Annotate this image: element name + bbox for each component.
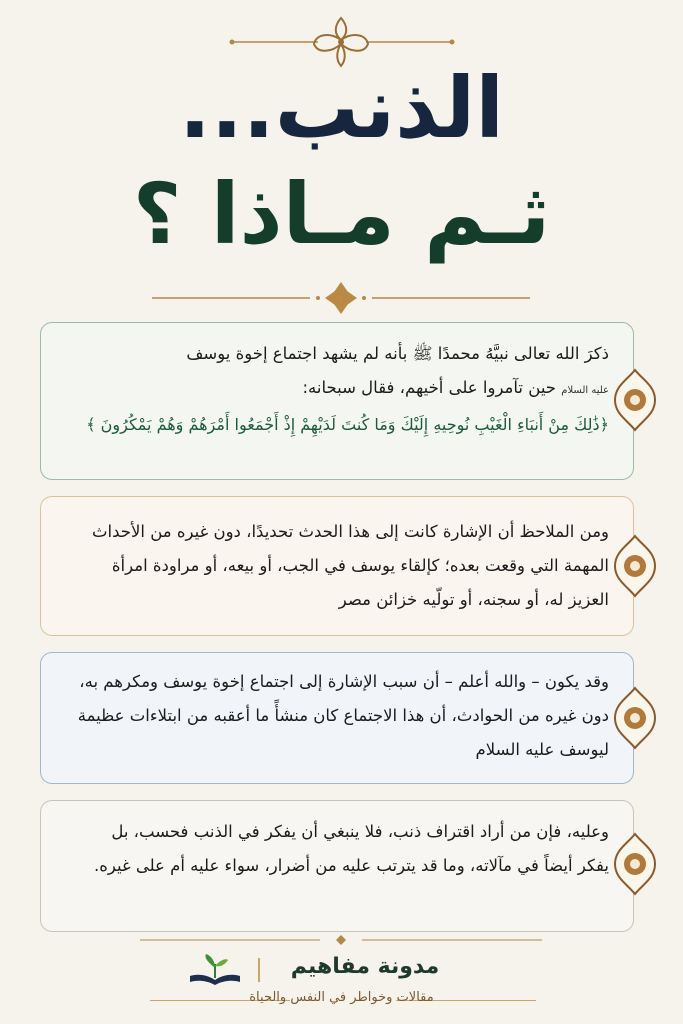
intro-line1: ذكرَ الله تعالى نبيَّهُ محمدًا ﷺ بأنه لم يشهد اجتماع إخوة يوسف (186, 344, 609, 363)
quran-verse: ﴿ذَٰلِكَ مِنْ أَنبَاءِ الْغَيْبِ نُوحِيهِ إِلَيْكَ وَمَا كُنتَ لَدَيْهِمْ إِذْ أَجْمَعُوا أَمْرَهُمْ وَهُمْ يَمْكُرُونَ ﴾ (86, 415, 609, 434)
tagline: مقالات وخواطر في النفس والحياة (249, 990, 434, 1005)
observation-text: ومن الملاحظ أن الإشارة كانت إلى هذا الحدث تحديدًا، دون غيره من الأحداث المهمة التي وقعت بعده؛ كإلقاء يوسف في الجب، أو بيعه، أو مراودة امرأة العزيز له، أو سجنه، أو تولّيه خزائن مصر (92, 522, 609, 609)
brand-separator (258, 958, 260, 982)
conclusion-card (40, 800, 634, 932)
intro-line2: عليه السلام حين تآمروا على أخيهم، فقال سبحانه: (302, 378, 609, 397)
page-title-line2: ثـم مـاذا ؟ (132, 165, 551, 263)
conclusion-text: وعليه، فإن من أراد اقتراف ذنب، فلا ينبغي أن يفكر في الذنب فحسب، بل يفكر أيضاً في مآلاته، وما قد يترتب عليه من أضرار، سواء عليه أم على غيره. (93, 822, 609, 875)
diamond-ornament-icon (0, 278, 683, 318)
medallion-icon (613, 534, 657, 598)
medallion-icon (613, 686, 657, 750)
intro-card (40, 322, 634, 480)
page-title-line1: الذنب... (178, 59, 505, 157)
observation-card (40, 496, 634, 636)
reason-card (40, 652, 634, 784)
book-sprout-icon (186, 950, 244, 986)
medallion-icon (613, 368, 657, 432)
medallion-icon (613, 832, 657, 896)
reason-text: وقد يكون – والله أعلم – أن سبب الإشارة إلى اجتماع إخوة يوسف ومكرهم به، دون غيره من الحوادث، أن هذا الاجتماع كان منشأً ما أعقبه من ابتلاءات عظيمة ليوسف عليه السلام (77, 672, 609, 759)
footer-divider (0, 934, 683, 946)
alayhi-salam-note: عليه السلام (561, 385, 609, 396)
brand-name: مدونة مفاهيم (290, 954, 440, 979)
